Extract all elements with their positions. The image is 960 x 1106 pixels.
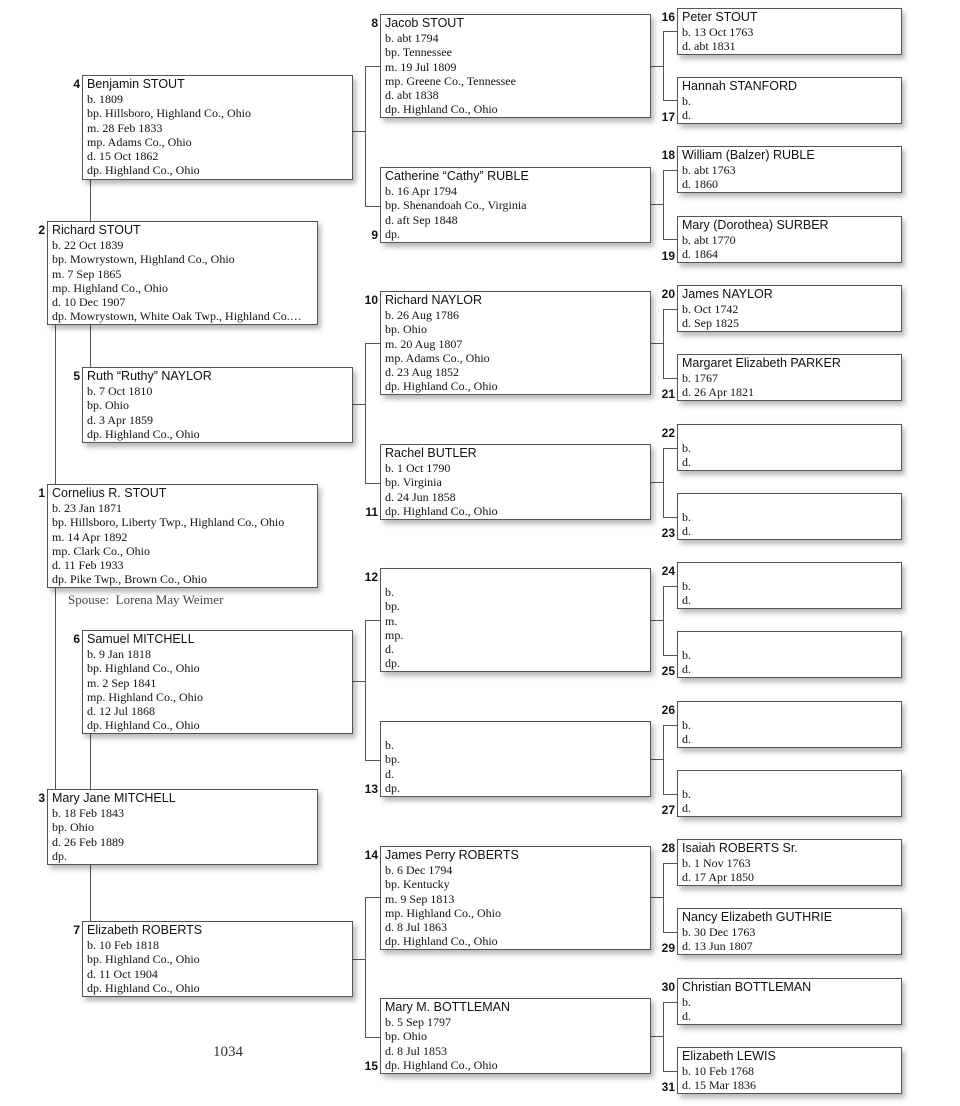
connector-line — [365, 1037, 380, 1038]
ahnentafel-number: 12 — [364, 570, 378, 584]
person-name: Ruth “Ruthy” NAYLOR — [87, 369, 212, 383]
person-box-8[interactable] — [380, 14, 651, 118]
ahnentafel-number: 7 — [73, 923, 80, 937]
person-name: Richard NAYLOR — [385, 293, 483, 307]
person-fact-line: d. 26 Feb 1889 — [52, 834, 124, 849]
person-fact-line: b. — [682, 718, 691, 732]
ahnentafel-number: 25 — [661, 664, 675, 678]
person-fact-line: d. — [385, 642, 394, 657]
person-name: Benjamin STOUT — [87, 77, 185, 91]
person-name — [682, 426, 901, 441]
ahnentafel-number: 21 — [661, 387, 675, 401]
person-fact-line: bp. Hillsboro, Liberty Twp., Highland Co., Ohio — [52, 515, 285, 530]
person-fact-line: b. 7 Oct 1810 — [87, 384, 153, 398]
connector-line — [663, 794, 677, 795]
person-fact-line: d. abt 1831 — [682, 39, 736, 54]
person-fact-line: bp. — [385, 599, 400, 614]
ahnentafel-number: 20 — [661, 287, 675, 301]
ahnentafel-number: 31 — [661, 1080, 675, 1094]
person-box-13[interactable] — [380, 721, 651, 797]
person-fact-line: d. 8 Jul 1853 — [385, 1043, 448, 1058]
person-box-27[interactable] — [677, 770, 902, 817]
person-box-29[interactable] — [677, 908, 902, 955]
person-box-4[interactable] — [82, 75, 353, 180]
connector-line — [663, 863, 664, 933]
person-fact-line: d. — [385, 766, 394, 781]
person-fact-line: b. 5 Sep 1797 — [385, 1015, 451, 1029]
person-fact-line: b. 1 Oct 1790 — [385, 461, 451, 475]
connector-line — [663, 1071, 677, 1072]
person-box-1[interactable] — [47, 484, 318, 588]
person-fact-line: bp. Ohio — [385, 322, 427, 337]
person-box-21[interactable] — [677, 354, 902, 401]
person-box-22[interactable] — [677, 424, 902, 471]
person-name: Mary (Dorothea) SURBER — [682, 218, 829, 232]
person-fact-line: bp. Highland Co., Ohio — [87, 952, 200, 967]
person-fact-line: b. 22 Oct 1839 — [52, 238, 124, 252]
person-fact-line: d. 23 Aug 1852 — [385, 365, 460, 380]
person-name: William (Balzer) RUBLE — [682, 148, 815, 162]
person-fact-line: b. 9 Jan 1818 — [87, 647, 151, 661]
ahnentafel-number: 18 — [661, 148, 675, 162]
connector-line — [365, 897, 366, 1038]
ahnentafel-number: 11 — [365, 505, 378, 519]
ahnentafel-number: 29 — [661, 941, 675, 955]
person-fact-line: b. — [682, 510, 691, 524]
person-fact-line: d. — [682, 801, 691, 816]
person-box-26[interactable] — [677, 701, 902, 748]
connector-line — [663, 31, 664, 101]
person-box-18[interactable] — [677, 146, 902, 193]
person-box-5[interactable] — [82, 367, 353, 443]
person-fact-line: bp. Ohio — [87, 398, 129, 413]
person-fact-line: m. 7 Sep 1865 — [52, 266, 122, 281]
connector-line — [663, 100, 677, 101]
person-box-30[interactable] — [677, 978, 902, 1025]
person-fact-line: b. — [385, 585, 394, 599]
person-box-3[interactable] — [47, 789, 318, 865]
spouse-note: Spouse: Lorena May Weimer — [68, 592, 224, 607]
person-fact-line: mp. — [385, 627, 404, 642]
person-fact-line: d. — [682, 455, 691, 470]
person-fact-line: b. 10 Feb 1818 — [87, 938, 159, 952]
person-fact-line: d. Sep 1825 — [682, 316, 739, 331]
person-box-25[interactable] — [677, 631, 902, 678]
connector-line — [365, 760, 380, 761]
person-fact-line: d. — [682, 524, 691, 539]
person-fact-line: dp. Highland Co., Ohio — [385, 102, 498, 117]
connector-line — [663, 932, 677, 933]
person-box-6[interactable] — [82, 630, 353, 734]
person-fact-line: mp. Highland Co., Ohio — [87, 689, 203, 704]
connector-line — [663, 725, 664, 795]
person-box-31[interactable] — [677, 1047, 902, 1094]
connector-line — [365, 897, 380, 898]
connector-line — [663, 1002, 664, 1072]
connector-line — [663, 725, 677, 726]
person-name: Elizabeth ROBERTS — [87, 923, 203, 937]
person-fact-line: b. Oct 1742 — [682, 302, 739, 316]
connector-line — [663, 655, 677, 656]
person-fact-line: dp. Highland Co., Ohio — [87, 426, 200, 441]
person-fact-line: d. 15 Oct 1862 — [87, 149, 159, 164]
connector-line — [663, 448, 664, 518]
person-fact-line: b. — [682, 579, 691, 593]
ahnentafel-number: 14 — [364, 848, 378, 862]
person-fact-line: dp. — [52, 848, 67, 863]
ahnentafel-number: 19 — [661, 249, 675, 263]
ahnentafel-number: 3 — [38, 791, 45, 805]
person-fact-line: dp. — [385, 226, 400, 241]
person-fact-line: m. 19 Jul 1809 — [385, 59, 457, 74]
person-fact-line: d. aft Sep 1848 — [385, 212, 458, 227]
ahnentafel-number: 17 — [661, 110, 675, 124]
ahnentafel-number: 23 — [661, 526, 675, 540]
connector-line — [663, 239, 677, 240]
connector-line — [663, 517, 677, 518]
ahnentafel-number: 24 — [661, 564, 675, 578]
person-name — [682, 703, 901, 718]
connector-line — [365, 66, 366, 207]
person-fact-line: dp. Mowrystown, White Oak Twp., Highland Co.… — [52, 309, 302, 324]
person-fact-line: m. 28 Feb 1833 — [87, 120, 163, 135]
page-number: 1034 — [213, 1044, 243, 1060]
person-box-2[interactable] — [47, 221, 318, 325]
ahnentafel-number: 16 — [661, 10, 675, 24]
person-name — [385, 570, 650, 585]
person-name — [682, 772, 901, 787]
person-fact-line: dp. — [385, 780, 400, 795]
ahnentafel-number: 2 — [38, 223, 45, 237]
ahnentafel-number: 9 — [371, 228, 378, 242]
person-fact-line: mp. Adams Co., Ohio — [385, 350, 490, 365]
ahnentafel-number: 26 — [661, 703, 675, 717]
person-name: Isaiah ROBERTS Sr. — [682, 841, 798, 855]
ahnentafel-number: 4 — [73, 77, 80, 91]
person-fact-line: b. 1809 — [87, 92, 123, 106]
connector-line — [365, 66, 380, 67]
person-fact-line: bp. Hillsboro, Highland Co., Ohio — [87, 106, 251, 121]
person-fact-line: m. 9 Sep 1813 — [385, 891, 455, 906]
person-fact-line: dp. Highland Co., Ohio — [385, 1057, 498, 1072]
person-fact-line: dp. Highland Co., Ohio — [385, 503, 498, 518]
person-box-19[interactable] — [677, 216, 902, 263]
person-fact-line: bp. Highland Co., Ohio — [87, 661, 200, 676]
person-fact-line: b. abt 1763 — [682, 163, 736, 177]
person-name — [682, 564, 901, 579]
connector-line — [365, 206, 380, 207]
person-fact-line: b. 1767 — [682, 371, 718, 385]
person-fact-line: mp. Highland Co., Ohio — [52, 280, 168, 295]
person-fact-line: d. 1860 — [682, 177, 718, 192]
person-fact-line: dp. Highland Co., Ohio — [385, 379, 498, 394]
person-name — [682, 633, 901, 648]
person-fact-line: bp. Ohio — [52, 820, 94, 835]
person-name: Christian BOTTLEMAN — [682, 980, 812, 994]
person-box-14[interactable] — [380, 846, 651, 950]
person-box-28[interactable] — [677, 839, 902, 886]
person-box-11[interactable] — [380, 444, 651, 520]
ahnentafel-number: 6 — [73, 632, 80, 646]
person-fact-line: b. — [682, 441, 691, 455]
connector-line — [663, 863, 677, 864]
person-name: Richard STOUT — [52, 223, 141, 237]
person-name: James NAYLOR — [682, 287, 773, 301]
person-fact-line: bp. — [385, 752, 400, 767]
person-fact-line: b. 10 Feb 1768 — [682, 1064, 754, 1078]
ahnentafel-number: 1 — [38, 486, 45, 500]
person-name — [682, 495, 901, 510]
person-fact-line: b. 16 Apr 1794 — [385, 184, 457, 198]
person-fact-line: mp. Highland Co., Ohio — [385, 905, 501, 920]
person-fact-line: mp. Greene Co., Tennessee — [385, 73, 516, 88]
person-name: Mary Jane MITCHELL — [52, 791, 176, 805]
ahnentafel-number: 5 — [73, 369, 80, 383]
person-fact-line: dp. Highland Co., Ohio — [87, 163, 200, 178]
person-fact-line: bp. Tennessee — [385, 45, 452, 60]
person-fact-line: b. abt 1794 — [385, 31, 439, 45]
person-fact-line: bp. Shenandoah Co., Virginia — [385, 198, 527, 213]
connector-line — [663, 586, 677, 587]
person-fact-line: b. 23 Jan 1871 — [52, 501, 122, 515]
person-fact-line: d. abt 1838 — [385, 88, 439, 103]
ahnentafel-number: 27 — [661, 803, 675, 817]
ahnentafel-number: 10 — [364, 293, 378, 307]
person-box-17[interactable] — [677, 77, 902, 124]
person-fact-line: dp. Highland Co., Ohio — [87, 980, 200, 995]
person-fact-line: b. 1 Nov 1763 — [682, 856, 751, 870]
person-fact-line: m. 20 Aug 1807 — [385, 336, 463, 351]
person-fact-line: bp. Virginia — [385, 475, 442, 490]
person-fact-line: d. 11 Feb 1933 — [52, 558, 124, 573]
person-fact-line: d. 15 Mar 1836 — [682, 1078, 756, 1093]
person-box-7[interactable] — [82, 921, 353, 997]
person-fact-line: b. — [682, 787, 691, 801]
ahnentafel-number: 13 — [364, 782, 378, 796]
person-fact-line: m. 14 Apr 1892 — [52, 529, 128, 544]
ahnentafel-number: 15 — [364, 1059, 378, 1073]
connector-line — [663, 1002, 677, 1003]
person-fact-line: b. 30 Dec 1763 — [682, 925, 756, 939]
person-fact-line: bp. Mowrystown, Highland Co., Ohio — [52, 252, 235, 267]
connector-line — [663, 309, 664, 379]
person-fact-line: m. — [385, 613, 398, 628]
person-fact-line: dp. Highland Co., Ohio — [87, 718, 200, 733]
ahnentafel-number: 30 — [661, 980, 675, 994]
person-fact-line: dp. Pike Twp., Brown Co., Ohio — [52, 572, 207, 587]
person-box-24[interactable] — [677, 562, 902, 609]
person-fact-line: b. abt 1770 — [682, 233, 736, 247]
person-box-20[interactable] — [677, 285, 902, 332]
person-name — [385, 723, 650, 738]
connector-line — [365, 343, 380, 344]
connector-line — [365, 620, 366, 761]
person-fact-line: d. 24 Jun 1858 — [385, 489, 456, 504]
person-name: Margaret Elizabeth PARKER — [682, 356, 841, 370]
person-name: Hannah STANFORD — [682, 79, 798, 93]
person-fact-line: d. — [682, 662, 691, 677]
connector-line — [365, 620, 380, 621]
person-fact-line: dp. — [385, 656, 400, 671]
connector-line — [663, 31, 677, 32]
person-fact-line: d. 11 Oct 1904 — [87, 966, 158, 981]
person-fact-line: mp. Clark Co., Ohio — [52, 543, 150, 558]
person-fact-line: dp. Highland Co., Ohio — [385, 934, 498, 949]
connector-line — [663, 448, 677, 449]
person-name: Catherine “Cathy” RUBLE — [385, 169, 529, 183]
person-fact-line: d. 3 Apr 1859 — [87, 412, 153, 427]
person-fact-line: d. 13 Jun 1807 — [682, 939, 753, 954]
person-fact-line: d. 1864 — [682, 247, 718, 262]
person-name: Elizabeth LEWIS — [682, 1049, 776, 1063]
connector-line — [663, 586, 664, 656]
connector-line — [365, 483, 380, 484]
person-box-10[interactable] — [380, 291, 651, 395]
ahnentafel-number: 28 — [661, 841, 675, 855]
connector-line — [663, 170, 677, 171]
person-fact-line: mp. Adams Co., Ohio — [87, 134, 192, 149]
person-fact-line: b. — [682, 648, 691, 662]
person-fact-line: b. 18 Feb 1843 — [52, 806, 124, 820]
person-fact-line: d. 26 Apr 1821 — [682, 385, 754, 400]
ahnentafel-number: 8 — [371, 16, 378, 30]
person-fact-line: b. 26 Aug 1786 — [385, 308, 460, 322]
connector-line — [663, 170, 664, 240]
person-fact-line: d. — [682, 593, 691, 608]
person-fact-line: b. — [385, 738, 394, 752]
person-fact-line: d. — [682, 108, 691, 123]
connector-line — [663, 378, 677, 379]
person-box-16[interactable] — [677, 8, 902, 55]
person-name: Rachel BUTLER — [385, 446, 477, 460]
person-fact-line: b. 13 Oct 1763 — [682, 25, 754, 39]
connector-line — [663, 309, 677, 310]
person-fact-line: d. — [682, 732, 691, 747]
person-fact-line: bp. Kentucky — [385, 877, 450, 892]
person-fact-line: b. — [682, 94, 691, 108]
person-fact-line: bp. Ohio — [385, 1029, 427, 1044]
ahnentafel-number: 22 — [661, 426, 675, 440]
person-name: Peter STOUT — [682, 10, 758, 24]
connector-line — [365, 343, 366, 484]
person-name: James Perry ROBERTS — [385, 848, 519, 862]
person-name: Mary M. BOTTLEMAN — [385, 1000, 511, 1014]
person-fact-line: d. 8 Jul 1863 — [385, 920, 448, 935]
person-fact-line: d. 10 Dec 1907 — [52, 295, 126, 310]
person-fact-line: m. 2 Sep 1841 — [87, 675, 157, 690]
person-name: Nancy Elizabeth GUTHRIE — [682, 910, 833, 924]
person-box-9[interactable] — [380, 167, 651, 243]
person-fact-line: b. — [682, 995, 691, 1009]
person-name: Cornelius R. STOUT — [52, 486, 167, 500]
person-fact-line: d. — [682, 1009, 691, 1024]
person-box-23[interactable] — [677, 493, 902, 540]
person-fact-line: d. 12 Jul 1868 — [87, 704, 156, 719]
person-name: Jacob STOUT — [385, 16, 464, 30]
person-fact-line: b. 6 Dec 1794 — [385, 863, 453, 877]
person-box-12[interactable] — [380, 568, 651, 672]
person-name: Samuel MITCHELL — [87, 632, 195, 646]
person-fact-line: d. 17 Apr 1850 — [682, 870, 754, 885]
person-box-15[interactable] — [380, 998, 651, 1074]
